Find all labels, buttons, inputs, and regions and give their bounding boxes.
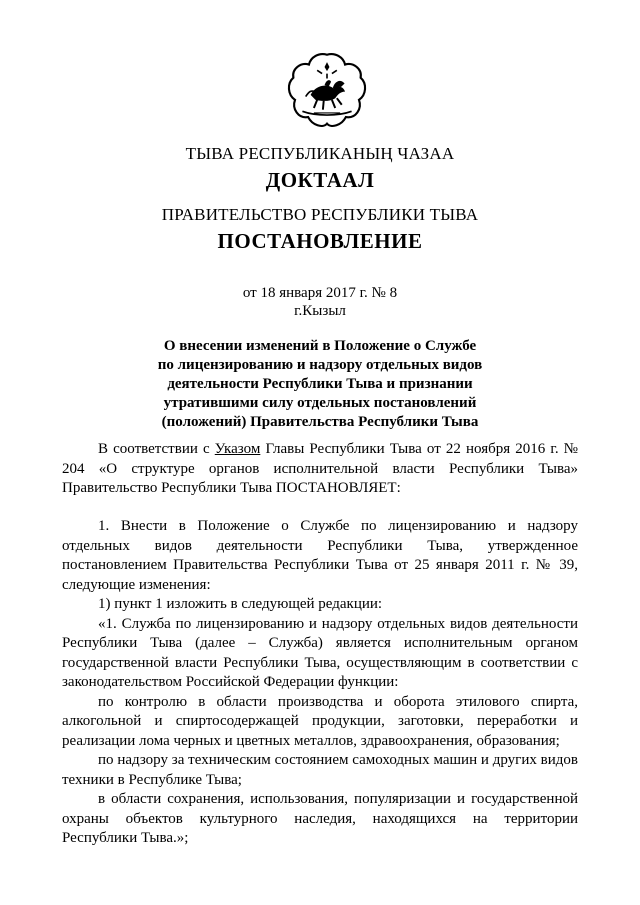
subject-line: утратившими силу отдельных постановлений — [163, 395, 477, 411]
paragraph: 1. Внести в Положение о Службе по лицензированию и надзору отдельных видов деятельности Республики Тыва, утвержденное постановлением Правительства Республики Тыва от 25 января 2011 г. № 39, следующие изменения: — [62, 518, 578, 593]
header-tuvan-government: ТЫВА РЕСПУБЛИКАНЫҢ ЧАЗАА — [185, 144, 455, 163]
coat-of-arms-emblem — [286, 49, 368, 131]
subject-line: О внесении изменений в Положение о Службе — [163, 338, 477, 354]
subject-line: по лицензированию и надзору отдельных видов — [157, 357, 483, 373]
preamble-text-start: В соответствии с — [98, 441, 215, 457]
header-tuvan-decree: ДОКТААЛ — [265, 168, 375, 192]
paragraph: по надзору за техническим состоянием самоходных машин и других видов техники в Республике Тыва; — [62, 752, 578, 788]
subject-line: деятельности Республики Тыва и признании — [167, 376, 473, 392]
document-subject — [120, 337, 520, 432]
document-body — [62, 517, 578, 849]
preamble-paragraph — [62, 440, 578, 499]
preamble — [62, 440, 578, 499]
paragraph: 1) пункт 1 изложить в следующей редакции: — [98, 596, 383, 612]
header-government: ПРАВИТЕЛЬСТВО РЕСПУБЛИКИ ТЫВА — [161, 205, 479, 224]
preamble-text-end: Главы Республики Тыва от 22 ноября 2016 г. № 204 «О структуре органов исполнительной власти Республики Тыва» Правительство Республики Тыва ПОСТАНОВЛЯЕТ: — [62, 441, 578, 496]
subject-line: (положений) Правительства Республики Тыва — [161, 414, 479, 430]
decree-link[interactable]: Указом — [214, 441, 261, 457]
date-number: от 18 января 2017 г. № 8 — [242, 285, 398, 301]
paragraph: в области сохранения, использования, популяризации и государственной охраны объектов культурного наследия, находящихся на территории Республики Тыва.»; — [62, 791, 578, 846]
header-decree-title: ПОСТАНОВЛЕНИЕ — [217, 229, 423, 253]
paragraph: по контролю в области производства и оборота этилового спирта, алкогольной и спиртосодержащей продукции, заготовки, переработки и реализации лома черных и цветных металлов, здравоохранения, образования; — [62, 693, 578, 749]
paragraph: «1. Служба по лицензированию и надзору отдельных видов деятельности Республики Тыва (далее – Служба) является исполнительным органом государственной власти Республики Тыва, осуществляющим в соответствии с законодательством Российской Федерации функции: — [62, 615, 578, 690]
city: г.Кызыл — [294, 303, 346, 319]
document-meta — [0, 284, 640, 320]
